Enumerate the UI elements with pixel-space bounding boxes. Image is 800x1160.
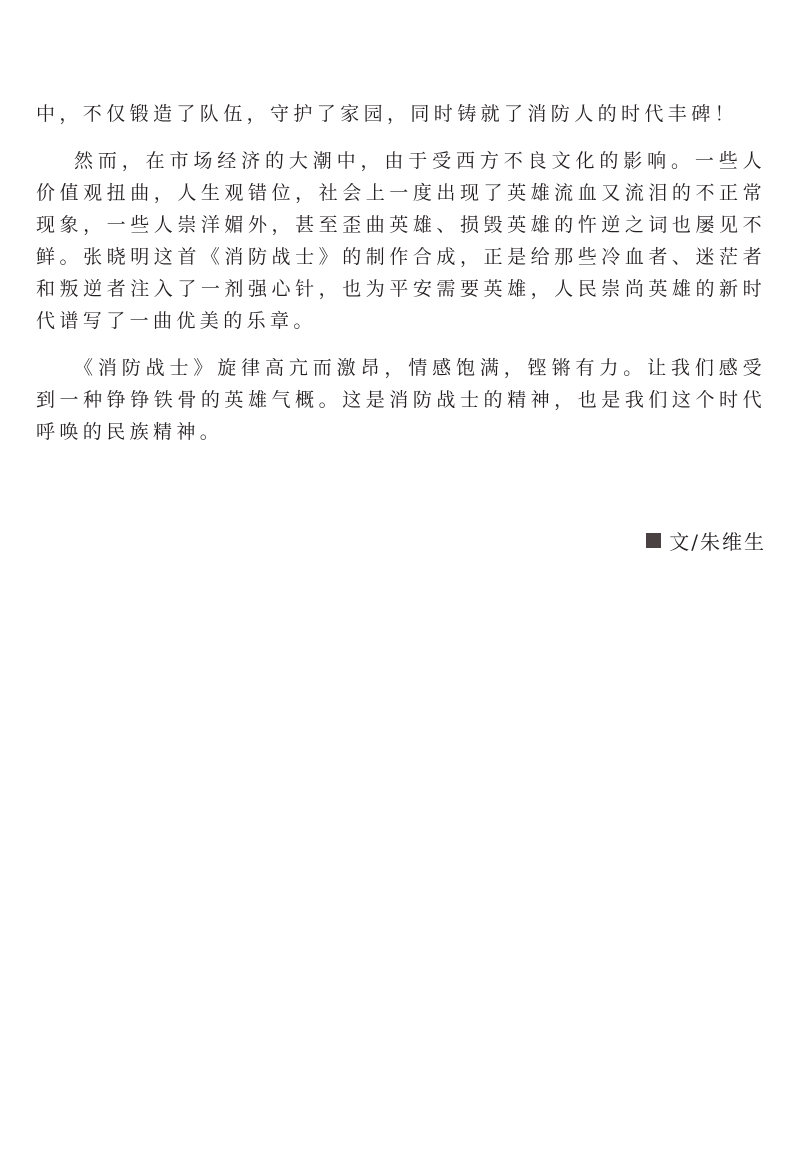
byline-text: 文/朱维生 (669, 530, 766, 554)
article-paragraph-3: 《消防战士》旋律高亢而激昂，情感饱满，铿锵有力。让我们感受到一种铮铮铁骨的英雄气概。这是消防战士的精神，也是我们这个时代呼唤的民族精神。 (36, 357, 766, 443)
article-paragraph-1: 中，不仅锻造了队伍，守护了家园，同时铸就了消防人的时代丰碑！ (36, 103, 739, 125)
article-body (36, 98, 766, 448)
author-byline (646, 526, 766, 555)
filled-square-icon (646, 533, 661, 548)
article-paragraph-2: 然而，在市场经济的大潮中，由于受西方不良文化的影响。一些人价值观扭曲，人生观错位，社会上一度出现了英雄流血又流泪的不正常现象，一些人崇洋媚外，甚至歪曲英雄、损毁英雄的忤逆之词也屡见不鲜。张晓明这首《消防战士》的制作合成，正是给那些冷血者、迷茫者和叛逆者注入了一剂强心针，也为平安需要英雄，人民崇尚英雄的新时代谱写了一曲优美的乐章。 (36, 150, 766, 332)
